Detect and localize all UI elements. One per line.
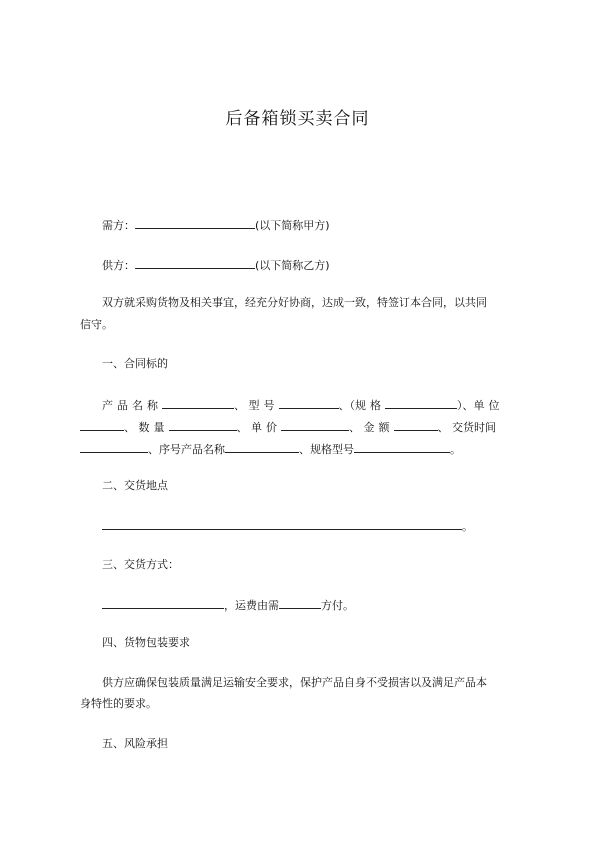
- unit-label: 单位: [473, 399, 504, 412]
- separator: 、（: [338, 399, 355, 412]
- separator: 、: [437, 421, 449, 434]
- serial-product-name-label: 、序号产品名称: [148, 443, 225, 456]
- party-b-line: [102, 257, 542, 273]
- separator: 、: [234, 399, 245, 412]
- party-b-label: 供方：: [102, 259, 135, 272]
- party-b-blank[interactable]: [135, 257, 255, 269]
- section-4-line-1: 供方应确保包装质量满足运输安全要求，保护产品自身不受损害以及满足产品本: [102, 676, 487, 689]
- unit-blank[interactable]: [80, 419, 124, 431]
- price-blank[interactable]: [281, 419, 349, 431]
- section-2-line: [102, 518, 542, 534]
- price-label: 单价: [251, 421, 281, 434]
- intro-line-2: 信守。: [80, 318, 113, 331]
- section-1-line-3: [80, 441, 520, 457]
- freight-label: ，运费由需: [224, 599, 279, 612]
- spec-model-blank[interactable]: [354, 441, 450, 453]
- amount-blank[interactable]: [394, 419, 438, 431]
- quantity-label: 数量: [138, 421, 169, 434]
- intro-line-1: 双方就采购货物及相关事宜，经充分好协商，达成一致，特签订本合同，以共同: [102, 296, 487, 309]
- delivery-time-label: 交货时间: [452, 421, 496, 434]
- section-1-heading: 一、合同标的: [102, 357, 168, 370]
- quantity-blank[interactable]: [169, 419, 237, 431]
- section-1-line-2: [80, 419, 520, 435]
- party-a-blank[interactable]: [135, 217, 255, 229]
- section-3-heading: 三、交货方式：: [102, 558, 179, 571]
- party-a-line: [102, 217, 542, 233]
- section-1-line-1: [102, 397, 542, 413]
- product-name-blank[interactable]: [162, 397, 234, 409]
- section-2-heading: 二、交货地点: [102, 479, 168, 492]
- party-a-label: 需方：: [102, 219, 135, 232]
- separator: 、: [236, 421, 248, 434]
- separator: 、: [124, 421, 135, 434]
- freight-party-blank[interactable]: [279, 597, 321, 609]
- period: 。: [462, 520, 473, 533]
- delivery-location-blank[interactable]: [102, 518, 462, 530]
- delivery-method-blank[interactable]: [102, 597, 224, 609]
- model-label: 型号: [248, 399, 279, 412]
- product-name-label: 产品名称: [102, 399, 162, 412]
- section-3-line: [102, 597, 542, 613]
- separator: ）、: [457, 399, 474, 412]
- freight-suffix: 方付。: [321, 599, 354, 612]
- section-4-line-2: 身特性的要求。: [80, 697, 157, 710]
- period: 。: [450, 443, 461, 456]
- section-5-heading: 五、风险承担: [102, 737, 168, 750]
- spec-blank[interactable]: [385, 397, 457, 409]
- delivery-time-blank[interactable]: [80, 441, 148, 453]
- party-b-suffix: (以下简称乙方): [255, 259, 330, 272]
- model-blank[interactable]: [279, 397, 339, 409]
- party-a-suffix: (以下简称甲方): [255, 219, 330, 232]
- spec-model-label: 、规格型号: [299, 443, 354, 456]
- separator: 、: [349, 421, 360, 434]
- amount-label: 金额: [363, 421, 394, 434]
- spec-label: 规格: [355, 399, 385, 412]
- document-title: 后备箱锁买卖合同: [225, 109, 370, 129]
- serial-product-name-blank[interactable]: [225, 441, 299, 453]
- section-4-heading: 四、货物包装要求: [102, 636, 190, 649]
